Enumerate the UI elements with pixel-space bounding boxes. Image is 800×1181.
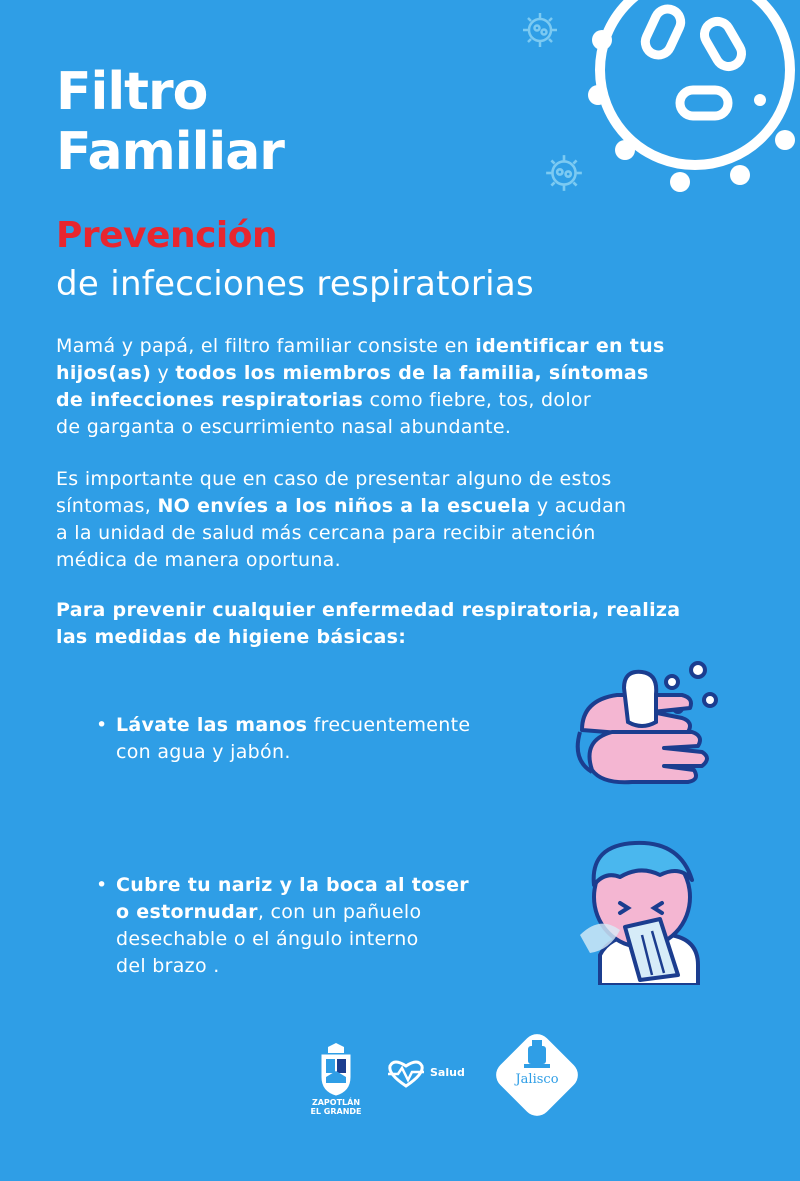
text-line: a la unidad de salud más cercana para recibir atención xyxy=(56,522,596,544)
text-span-bold: hijos(as) xyxy=(56,362,152,384)
text-span: frecuentemente xyxy=(307,714,471,736)
large-virus-icon xyxy=(580,0,800,195)
text-line: de garganta o escurrimiento nasal abundante. xyxy=(56,416,512,438)
bullet-hand-washing xyxy=(96,712,536,766)
jalisco-logo-text: Jalisco xyxy=(515,1072,559,1087)
hand-washing-icon xyxy=(572,660,722,795)
text-span-bold: Cubre tu nariz y la boca al toser xyxy=(116,874,469,896)
salud-logo-text: Salud xyxy=(430,1066,465,1079)
text-span-bold: NO envíes a los niños a la escuela xyxy=(157,495,531,517)
text-span: síntomas, xyxy=(56,495,158,517)
bullet-cover-nose xyxy=(96,872,536,980)
text-line: Es importante que en caso de presentar alguno de estos xyxy=(56,468,612,490)
zapotlan-line-2: EL GRANDE xyxy=(310,1107,362,1116)
zapotlan-line-1: ZAPOTLÁN xyxy=(311,1098,361,1107)
text-span-bold: o estornudar xyxy=(116,901,258,923)
text-span: como fiebre, tos, dolor xyxy=(363,389,591,411)
text-span: Mamá y papá, el filtro familiar consiste en xyxy=(56,335,476,357)
text-line: Para prevenir cualquier enfermedad respiratoria, realiza xyxy=(56,599,681,621)
text-span: y acudan xyxy=(530,495,627,517)
sneezing-child-icon xyxy=(580,835,710,985)
text-span-bold: Lávate las manos xyxy=(116,714,308,736)
page-title xyxy=(56,62,284,182)
text-span: y xyxy=(151,362,176,384)
text-line: médica de manera oportuna. xyxy=(56,549,341,571)
small-virus-icon xyxy=(520,10,560,50)
salud-heart-icon xyxy=(386,1058,426,1088)
text-line: las medidas de higiene básicas: xyxy=(56,626,407,648)
text-span-bold: de infecciones respiratorias xyxy=(56,389,364,411)
zapotlan-crest-icon xyxy=(316,1043,356,1098)
text-span-bold: identificar en tus xyxy=(475,335,665,357)
text-line: del brazo . xyxy=(116,955,220,977)
measures-heading xyxy=(56,597,756,651)
bullet-dot: • xyxy=(96,714,108,736)
text-span-bold: todos los miembros de la familia, síntomas xyxy=(175,362,649,384)
text-line: con agua y jabón. xyxy=(116,741,291,763)
small-virus-icon xyxy=(543,152,585,194)
title-line-1: Filtro xyxy=(56,62,208,122)
text-line: desechable o el ángulo interno xyxy=(116,928,419,950)
intro-paragraph xyxy=(56,333,756,441)
subtitle: de infecciones respiratorias xyxy=(56,264,535,304)
title-line-2: Familiar xyxy=(56,122,284,182)
text-span: , con un pañuelo xyxy=(257,901,422,923)
warning-paragraph xyxy=(56,466,756,574)
zapotlan-logo-text xyxy=(300,1098,372,1116)
prevention-heading: Prevención xyxy=(56,215,278,256)
bullet-dot: • xyxy=(96,874,108,896)
